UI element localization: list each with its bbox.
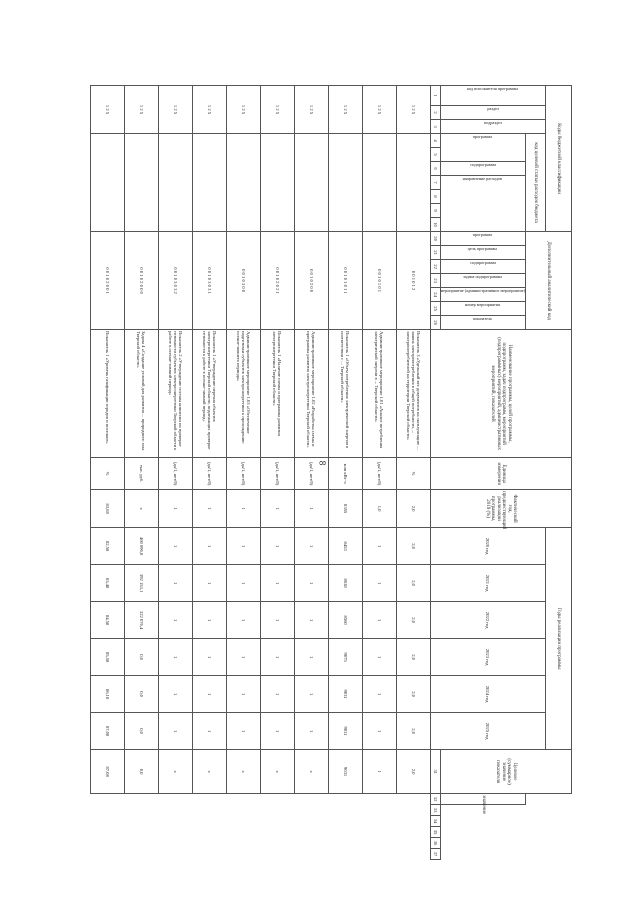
row-name: Административное мероприятие 1.03 «Обеспечение подготовки субъектов электроэнергетики к прохождению осенне-зимнего периода» bbox=[226, 330, 260, 458]
row-name: Административное мероприятие 1.02 «Разработка схемы и программы развития электроэнергетики Тверской области» bbox=[294, 330, 328, 458]
row-year-value: 85,58 bbox=[90, 639, 124, 676]
table-row bbox=[192, 86, 226, 860]
unit-header: Единица измерения bbox=[430, 458, 571, 490]
table-body bbox=[90, 86, 430, 860]
program-table: Коды бюджетной классификации Дополнительный аналитический код Наименование программы, целей программы, подпрограмм, задач подпрограмм, мероприятий (подпрограммных) мероприятий, административных мероприятий, показателей Единица измерения Фактический год, предшествующий реализации программы, 2019 (%) Годы реализации программы Целевое (суммарное) значение показателя код исполнителя программы раздел подраздел код целевой статьи расходов бюджета 2020 год 2021 год 2022 год 2023 год 2024 год 2025 год программа подпрограмма направление расходов программа цель программы подпрограмма задача подпрограммы мероприятие (административное мероприятие) номер мероприятия показатель значение 1 2 3 4 5 6 7 8 9 10 20 21 22 23 24 25 26 31 32 33 34 35 36 37 1 2 5 0 0 1 0 1 2 Показатель 3 «Удельный вес документов на эксплуатацию ... заявок электропотребления в общей потребности, ... электропотребителей на территории Тверской области» % 2,0 2,0 2,0 2,0 2,0 2,0 2,0 2,0 1 2 5 0 0 1 0 1 0 1 Административное мероприятие 1.01 «Анализ потребления электрической энергии в ... Тверской области» (да/1, нет/0) 1,0 1 1 1 1 1 1 1 1 2 5 0 0 1 0 1 0 1 1 Показатель 1 «Объем потребления электрической энергии в соответствии с ... Тверской области» млн кВт·ч 8355 8453 8638 8560 9075 9031 9031 9031 1 2 5 0 0 1 0 2 0 0 Административное мероприятие 1.02 «Разработка схемы и программы развития электроэнергетики Тверской области» (да/1, нет/0) 1 1 1 1 1 1 1 х 1 2 5 0 0 1 0 2 0 2 1 Показатель 1 «Наличие схемы и программы развития электроэнергетики Тверской области» (да/1, нет/0) 1 1 1 1 1 1 1 х 1 2 5 0 0 1 0 3 0 0 Административное мероприятие 1.03 «Обеспечение подготовки субъектов электроэнергетики к прохождению осенне-зимнего периода» (да/1, нет/0) 1 1 1 1 1 1 1 х 1 2 5 0 0 1 0 3 0 3 1 Показатель 1 «Утверждение перечня объектов электроэнергетики Тверской области, подлежащих проверке готовности к работе в осенне-зимний период» (да/1, нет/0) 1 1 1 1 1 1 1 х 1 2 5 0 0 1 0 3 0 3 2 Показатель 2 «Утверждение состава комиссии по проверке готовности субъектов электроэнергетики Тверской области к работе в осенне-зимний период» (да/1, нет/0) 1 1 1 1 1 1 1 х 1 2 5 0 0 1 0 2 0 0 0 Задача 4 «Создание условий для развития ... природного газа Тверской области» тыс. руб. х 460 696,8 392 153,1 322 076,4 0,0 0,0 0,0 0,0 1 2 5 0 0 1 0 2 0 0 1 Показатель 1 «Уровень газификации городов и поселков» % 83,68 82,58 83,48 84,58 85,58 86,18 87,08 87,08 bbox=[90, 85, 572, 860]
row-name: Показатель 1 «Утверждение перечня объектов электроэнергетики Тверской области, подлежащих проверке готовности к работе в осенне-зимний период» bbox=[192, 330, 226, 458]
row-unit: (да/1, нет/0) bbox=[226, 458, 260, 490]
row-year-value: 1 bbox=[192, 602, 226, 639]
row-year-value: 1 bbox=[226, 602, 260, 639]
row-dop-code: 0 0 1 0 2 0 0 1 bbox=[90, 232, 124, 330]
dop-col-2: подпрограмма bbox=[470, 260, 496, 266]
row-unit: (да/1, нет/0) bbox=[260, 458, 294, 490]
row-name: Административное мероприятие 1.01 «Анализ потребления электрической энергии в ... Тверской области» bbox=[362, 330, 396, 458]
row-fact: 8355 bbox=[328, 490, 362, 528]
row-year-value: 1 bbox=[192, 713, 226, 750]
row-year-value: 0,0 bbox=[124, 713, 158, 750]
kbk-col-2: подраздел bbox=[483, 120, 502, 125]
target-value-header: значение bbox=[440, 794, 525, 805]
kbk-col-0: код исполнителя программы bbox=[467, 86, 519, 91]
row-unit: % bbox=[396, 458, 430, 490]
row-year-value: 1 bbox=[294, 676, 328, 713]
row-year-value: 1 bbox=[226, 639, 260, 676]
row-unit: (да/1, нет/0) bbox=[362, 458, 396, 490]
row-target: 0,0 bbox=[124, 750, 158, 794]
row-dop-code: 0 0 1 0 1 0 1 bbox=[362, 232, 396, 330]
row-year-value: 1 bbox=[158, 713, 192, 750]
row-year-value: 1 bbox=[260, 639, 294, 676]
row-fact: 1 bbox=[192, 490, 226, 528]
row-year-value: 1 bbox=[294, 639, 328, 676]
dop-col-6: показатель bbox=[473, 316, 493, 322]
table-row bbox=[328, 86, 362, 860]
table-row bbox=[294, 86, 328, 860]
fact-year-header: Фактический год, предшествующий реализации программы, 2019 (%) bbox=[430, 490, 571, 528]
target-header: Целевое (суммарное) значение показателя bbox=[440, 750, 571, 794]
row-year-value: 1 bbox=[158, 639, 192, 676]
row-unit: (да/1, нет/0) bbox=[294, 458, 328, 490]
row-target: 2,0 bbox=[396, 750, 430, 794]
row-year-value: 1 bbox=[294, 713, 328, 750]
row-year-value: 9031 bbox=[328, 676, 362, 713]
col-num-32: 32 bbox=[430, 794, 440, 805]
row-fact: 1 bbox=[260, 490, 294, 528]
row-year-value: 87,08 bbox=[90, 713, 124, 750]
row-year-value: 1 bbox=[362, 639, 396, 676]
table-row bbox=[362, 86, 396, 860]
row-year-value: 83,48 bbox=[90, 565, 124, 602]
row-fact: 1 bbox=[294, 490, 328, 528]
row-year-value: 1 bbox=[226, 676, 260, 713]
col-num-31: 31 bbox=[430, 750, 440, 794]
row-year-value: 392 153,1 bbox=[124, 565, 158, 602]
row-year-value: 1 bbox=[362, 713, 396, 750]
row-dop-code: 0 0 1 0 2 0 2 1 bbox=[260, 232, 294, 330]
col-num-33: 33 bbox=[430, 805, 440, 816]
row-target: 87,08 bbox=[90, 750, 124, 794]
row-year-value: 1 bbox=[192, 528, 226, 565]
row-dop-code: 0 0 1 0 3 0 3 2 bbox=[158, 232, 192, 330]
row-year-value: 1 bbox=[362, 528, 396, 565]
row-year-value: 1 bbox=[260, 528, 294, 565]
dop-col-1: цель программы bbox=[468, 246, 498, 252]
row-year-value: 1 bbox=[260, 676, 294, 713]
row-target: х bbox=[294, 750, 328, 794]
kbk-sub-header: код целевой статьи расходов бюджета bbox=[526, 134, 546, 232]
row-dop-code: 0 0 1 0 2 0 0 0 bbox=[124, 232, 158, 330]
year-2022: 2022 год bbox=[430, 602, 545, 639]
years-header: Годы реализации программы bbox=[546, 528, 572, 750]
kbk-header: Коды бюджетной классификации bbox=[546, 86, 572, 232]
row-kbk-code: 1 2 5 bbox=[124, 86, 158, 134]
year-2025: 2025 год bbox=[430, 713, 545, 750]
row-year-value: 0,0 bbox=[124, 676, 158, 713]
row-unit: % bbox=[90, 458, 124, 490]
row-year-value: 8638 bbox=[328, 565, 362, 602]
row-kbk-code: 1 2 5 bbox=[226, 86, 260, 134]
row-target: х bbox=[226, 750, 260, 794]
row-target: х bbox=[158, 750, 192, 794]
kbk-col-5: направление расходов bbox=[463, 176, 503, 181]
year-2024: 2024 год bbox=[430, 676, 545, 713]
table-row bbox=[396, 86, 430, 860]
kbk-col-3: программа bbox=[473, 134, 493, 139]
row-dop-code: 0 0 1 0 1 2 bbox=[396, 232, 430, 330]
row-fact: 1 bbox=[226, 490, 260, 528]
dop-code-header: Дополнительный аналитический код bbox=[526, 232, 572, 330]
row-year-value: 1 bbox=[362, 602, 396, 639]
row-year-value: 2,0 bbox=[396, 676, 430, 713]
row-name: Задача 4 «Создание условий для развития ... природного газа Тверской области» bbox=[124, 330, 158, 458]
row-name: Показатель 3 «Удельный вес документов на эксплуатацию ... заявок электропотребления в общей потребности, ... электропотребителей на территории Тверской области» bbox=[396, 330, 430, 458]
row-kbk-code: 1 2 5 bbox=[328, 86, 362, 134]
col-num-36: 36 bbox=[430, 837, 440, 848]
rotated-table-container bbox=[100, 85, 572, 860]
row-unit: млн кВт·ч bbox=[328, 458, 362, 490]
row-year-value: 84,58 bbox=[90, 602, 124, 639]
row-unit: тыс. руб. bbox=[124, 458, 158, 490]
row-year-value: 9075 bbox=[328, 639, 362, 676]
row-name: Показатель 1 «Объем потребления электрической энергии в соответствии с ... Тверской области» bbox=[328, 330, 362, 458]
row-year-value: 1 bbox=[294, 602, 328, 639]
row-kbk-code: 1 2 5 bbox=[396, 86, 430, 134]
dop-col-4: мероприятие (административное мероприятие) bbox=[440, 288, 525, 294]
row-year-value: 8453 bbox=[328, 528, 362, 565]
row-year-value: 2,0 bbox=[396, 639, 430, 676]
row-name: Показатель 1 «Уровень газификации городов и поселков» bbox=[90, 330, 124, 458]
row-fact: 83,68 bbox=[90, 490, 124, 528]
col-num-34: 34 bbox=[430, 816, 440, 827]
row-year-value: 86,18 bbox=[90, 676, 124, 713]
row-kbk-code: 1 2 5 bbox=[158, 86, 192, 134]
row-kbk-code: 1 2 5 bbox=[260, 86, 294, 134]
row-year-value: 2,0 bbox=[396, 713, 430, 750]
row-name: Показатель 1 «Наличие схемы и программы развития электроэнергетики Тверской области» bbox=[260, 330, 294, 458]
kbk-col-1: раздел bbox=[487, 106, 499, 111]
row-kbk-code: 1 2 5 bbox=[90, 86, 124, 134]
table-row bbox=[124, 86, 158, 860]
row-year-value: 1 bbox=[158, 602, 192, 639]
dop-col-0: программа bbox=[473, 232, 493, 238]
kbk-col-4: подпрограмма bbox=[470, 162, 496, 167]
row-year-value: 1 bbox=[226, 565, 260, 602]
row-year-value: 2,0 bbox=[396, 602, 430, 639]
row-target: х bbox=[260, 750, 294, 794]
row-fact: 1,0 bbox=[362, 490, 396, 528]
row-year-value: 1 bbox=[362, 676, 396, 713]
row-dop-code: 0 0 1 0 3 0 0 bbox=[226, 232, 260, 330]
row-kbk-code: 1 2 5 bbox=[362, 86, 396, 134]
col-num-35: 35 bbox=[430, 827, 440, 838]
row-year-value: 1 bbox=[260, 602, 294, 639]
row-year-value: 1 bbox=[158, 528, 192, 565]
table-row bbox=[226, 86, 260, 860]
row-fact: 2,0 bbox=[396, 490, 430, 528]
row-year-value: 1 bbox=[158, 676, 192, 713]
row-target: 9031 bbox=[328, 750, 362, 794]
row-year-value: 1 bbox=[260, 565, 294, 602]
table-row bbox=[158, 86, 192, 860]
row-dop-code: 0 0 1 0 1 0 1 1 bbox=[328, 232, 362, 330]
row-year-value: 1 bbox=[192, 565, 226, 602]
year-2023: 2023 год bbox=[430, 639, 545, 676]
row-year-value: 2,0 bbox=[396, 528, 430, 565]
row-year-value: 1 bbox=[192, 676, 226, 713]
row-dop-code: 0 0 1 0 3 0 3 1 bbox=[192, 232, 226, 330]
year-2020: 2020 год bbox=[430, 528, 545, 565]
row-year-value: 1 bbox=[158, 565, 192, 602]
row-year-value: 460 696,8 bbox=[124, 528, 158, 565]
row-year-value: 1 bbox=[226, 528, 260, 565]
row-fact: х bbox=[124, 490, 158, 528]
row-year-value: 2,0 bbox=[396, 565, 430, 602]
row-year-value: 1 bbox=[192, 639, 226, 676]
table-row bbox=[90, 86, 124, 860]
row-year-value: 0,0 bbox=[124, 639, 158, 676]
row-year-value: 1 bbox=[362, 565, 396, 602]
row-name: Показатель 2 «Утверждение состава комиссии по проверке готовности субъектов электроэнергетики Тверской области к работе в осенне-зимний период» bbox=[158, 330, 192, 458]
row-unit: (да/1, нет/0) bbox=[158, 458, 192, 490]
row-kbk-code: 1 2 5 bbox=[192, 86, 226, 134]
row-kbk-code: 1 2 5 bbox=[294, 86, 328, 134]
table-row bbox=[260, 86, 294, 860]
row-year-value: 82,58 bbox=[90, 528, 124, 565]
row-year-value: 322 076,4 bbox=[124, 602, 158, 639]
row-dop-code: 0 0 1 0 2 0 0 bbox=[294, 232, 328, 330]
row-year-value: 1 bbox=[294, 565, 328, 602]
page-number: 8 bbox=[317, 460, 328, 466]
row-unit: (да/1, нет/0) bbox=[192, 458, 226, 490]
row-target: х bbox=[192, 750, 226, 794]
row-year-value: 1 bbox=[226, 713, 260, 750]
row-year-value: 1 bbox=[260, 713, 294, 750]
row-year-value: 9031 bbox=[328, 713, 362, 750]
document-page bbox=[100, 85, 572, 860]
col-num-37: 37 bbox=[430, 848, 440, 859]
row-fact: 1 bbox=[158, 490, 192, 528]
row-year-value: 8560 bbox=[328, 602, 362, 639]
program-name-header: Наименование программы, целей программы, подпрограмм, задач подпрограмм, мероприятий (подпрограммных) мероприятий, административных мероприятий, показателей bbox=[430, 330, 571, 458]
year-2021: 2021 год bbox=[430, 565, 545, 602]
row-target: 1 bbox=[362, 750, 396, 794]
row-year-value: 1 bbox=[294, 528, 328, 565]
dop-col-3: задача подпрограммы bbox=[463, 274, 503, 280]
dop-col-5: номер мероприятия bbox=[465, 302, 501, 308]
